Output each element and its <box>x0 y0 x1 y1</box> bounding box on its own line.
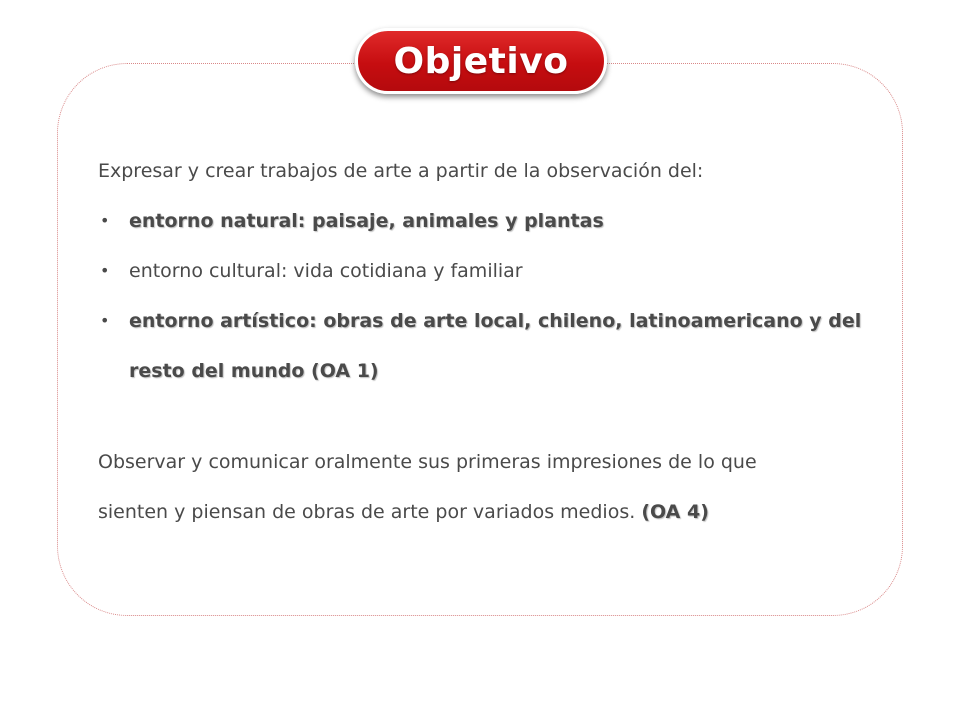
page-title: Objetivo <box>393 40 569 82</box>
bullet-list <box>98 196 878 396</box>
spacer <box>98 396 878 437</box>
bullet-text-artistic-line2: resto del mundo (OA 1) <box>129 360 379 382</box>
bullet-text-cultural: entorno cultural: vida cotidiana y familiar <box>129 260 523 282</box>
list-item <box>98 296 878 396</box>
list-item <box>98 196 878 246</box>
title-badge <box>355 28 607 94</box>
list-item <box>98 246 878 296</box>
bullet-text-natural: entorno natural: paisaje, animales y plantas <box>129 210 604 232</box>
second-objective-line2: sienten y piensan de obras de arte por variados medios. <box>98 501 642 523</box>
intro-text: Expresar y crear trabajos de arte a partir de la observación del: <box>98 160 704 182</box>
bullet-text-artistic-line1: entorno artístico: obras de arte local, chileno, latinoamericano y del <box>129 310 862 332</box>
objective-content <box>98 146 878 537</box>
bullet-icon: • <box>100 261 110 280</box>
second-objective <box>98 437 878 537</box>
bullet-icon: • <box>100 211 110 230</box>
second-objective-line1: Observar y comunicar oralmente sus primeras impresiones de lo que <box>98 451 757 473</box>
bullet-icon: • <box>100 311 110 330</box>
oa-code: (OA 4) <box>641 501 709 523</box>
